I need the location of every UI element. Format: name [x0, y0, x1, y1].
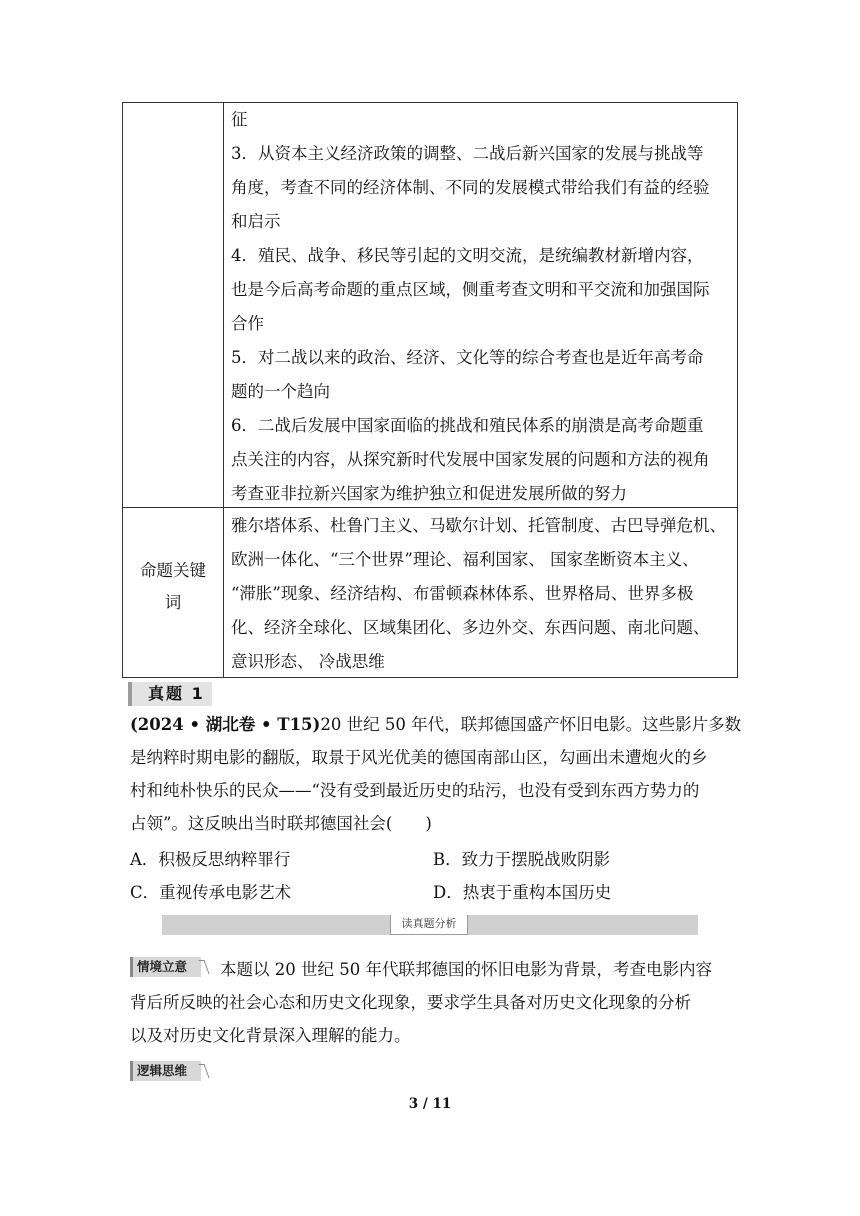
question-line-text: 20 世纪 50 年代，联邦德国盛产怀旧电影。这些影片多数: [320, 715, 742, 734]
question-line: [130, 708, 742, 741]
table-line: 也是今后高考命题的重点区域，侧重考查文明和平交流和加强国际: [231, 280, 710, 299]
logic-tag: 逻辑思维: [130, 1061, 201, 1081]
option-c[interactable]: C．重视传承电影艺术: [130, 883, 292, 902]
option-b[interactable]: B．致力于摆脱战败阴影: [433, 850, 611, 869]
question-line: 占领”。这反映出当时联邦德国社会( ): [130, 814, 432, 833]
table-row-label-keywords: [127, 555, 219, 619]
keywords-line: 意识形态、 冷战思维: [231, 652, 385, 671]
context-line: 背后所反映的社会心态和历史文化现象，要求学生具备对历史文化现象的分析: [130, 993, 691, 1012]
context-line: [130, 953, 742, 986]
table-line: 考查亚非拉新兴国家为维护独立和促进发展所做的努力: [231, 484, 627, 503]
question-line: 村和纯朴快乐的民众——“没有受到最近历史的玷污，也没有受到东西方势力的: [130, 781, 700, 800]
table-line: 征: [231, 110, 248, 129]
option-a[interactable]: A．积极反思纳粹罪行: [130, 850, 291, 869]
context-line-text: 本题以 20 世纪 50 年代联邦德国的怀旧电影为背景，考查电影内容: [220, 960, 712, 979]
keywords-cell: [231, 509, 735, 679]
keywords-line: “滞胀”现象、经济结构、布雷顿森林体系、世界格局、世界多极: [231, 584, 694, 603]
option-d[interactable]: D．热衷于重构本国历史: [433, 883, 612, 902]
row-label-line: 命题关键: [140, 561, 206, 580]
table-line: 5．对二战以来的政治、经济、文化等的综合考查也是近年高考命: [231, 348, 704, 367]
context-paragraph: [130, 953, 742, 1052]
question-stem: [130, 708, 742, 840]
table-line: 角度，考查不同的经济体制、不同的发展模式带给我们有益的经验: [231, 178, 710, 197]
row-label-line: 词: [164, 593, 182, 612]
question-line: 是纳粹时期电影的翻版，取景于风光优美的德国南部山区，勾画出未遭炮火的乡: [130, 748, 708, 767]
exam-analysis-table: [122, 102, 738, 678]
question-tag: 真题 1: [128, 682, 212, 706]
analysis-divider-label: 读真题分析: [390, 915, 468, 935]
context-line: 以及对历史文化背景深入理解的能力。: [130, 1026, 411, 1045]
table-line: 3．从资本主义经济政策的调整、二战后新兴国家的发展与挑战等: [231, 144, 704, 163]
table-line: 4．殖民、战争、移民等引起的文明交流，是统编教材新增内容，: [231, 246, 704, 265]
keywords-line: 化、经济全球化、区域集团化、多边外交、东西问题、南北问题、: [231, 618, 710, 637]
table-line: 点关注的内容，从探究新时代发展中国家发展的问题和方法的视角: [231, 450, 710, 469]
context-tag: 情境立意: [130, 957, 201, 977]
keywords-line: 欧洲一体化、“三个世界”理论、福利国家、 国家垄断资本主义、: [231, 550, 699, 569]
question-source: (2024 • 湖北卷 • T15): [130, 715, 321, 734]
table-line: 题的一个趋向: [231, 382, 330, 401]
table-column-divider: [223, 103, 224, 677]
keywords-line: 雅尔塔体系、杜鲁门主义、马歇尔计划、托管制度、古巴导弹危机、: [231, 516, 726, 535]
table-line: 合作: [231, 314, 264, 333]
page-number: 3 / 11: [408, 1096, 452, 1112]
table-line: 6．二战后发展中国家面临的挑战和殖民体系的崩溃是高考命题重: [231, 416, 704, 435]
table-line: 和启示: [231, 212, 281, 231]
table-row-content-cell: [231, 103, 735, 511]
